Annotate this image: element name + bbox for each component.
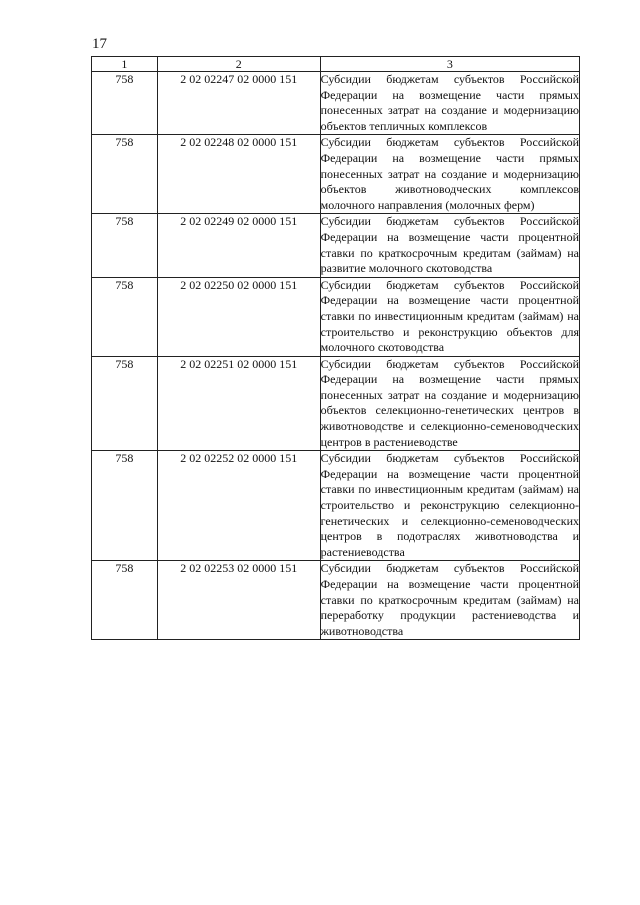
- description-cell: Субсидии бюджетам субъектов Российской Федерации на возмещение части процентной ставки по инвестиционным кредитам (займам) на строительство и реконструкцию объектов для молочного скотоводства: [320, 277, 579, 356]
- admin-code-cell: 758: [92, 72, 158, 135]
- admin-code-cell: 758: [92, 135, 158, 214]
- budget-code-cell: 2 02 02253 02 0000 151: [157, 561, 320, 640]
- admin-code-cell: 758: [92, 561, 158, 640]
- table-row: [92, 277, 580, 356]
- budget-codes-table: [91, 56, 580, 640]
- admin-code-cell: 758: [92, 451, 158, 561]
- table-row: [92, 214, 580, 277]
- column-header-3: 3: [320, 57, 579, 72]
- budget-code-cell: 2 02 02251 02 0000 151: [157, 356, 320, 451]
- budget-code-cell: 2 02 02252 02 0000 151: [157, 451, 320, 561]
- description-cell: Субсидии бюджетам субъектов Российской Федерации на возмещение части прямых понесенных затрат на создание и модернизацию объектов тепличных комплексов: [320, 72, 579, 135]
- table-row: [92, 135, 580, 214]
- description-cell: Субсидии бюджетам субъектов Российской Федерации на возмещение части прямых понесенных затрат на создание и модернизацию объектов селекционно-генетических центров в животноводстве и селекционно-семеноводческих центров в растениеводстве: [320, 356, 579, 451]
- budget-code-cell: 2 02 02248 02 0000 151: [157, 135, 320, 214]
- description-cell: Субсидии бюджетам субъектов Российской Федерации на возмещение части процентной ставки по инвестиционным кредитам (займам) на строительство и реконструкцию селекционно-генетических и селекционно-семеноводческих центров в подотраслях животноводства и растениеводства: [320, 451, 579, 561]
- description-cell: Субсидии бюджетам субъектов Российской Федерации на возмещение части процентной ставки по краткосрочным кредитам (займам) на переработку продукции растениеводства и животноводства: [320, 561, 579, 640]
- table-row: [92, 72, 580, 135]
- admin-code-cell: 758: [92, 356, 158, 451]
- budget-code-cell: 2 02 02249 02 0000 151: [157, 214, 320, 277]
- budget-code-cell: 2 02 02247 02 0000 151: [157, 72, 320, 135]
- admin-code-cell: 758: [92, 277, 158, 356]
- column-header-2: 2: [157, 57, 320, 72]
- description-cell: Субсидии бюджетам субъектов Российской Федерации на возмещение части прямых понесенных затрат на создание и модернизацию объектов животноводческих комплексов молочного направления (молочных ферм): [320, 135, 579, 214]
- table-row: [92, 561, 580, 640]
- page-number: 17: [92, 36, 107, 52]
- description-cell: Субсидии бюджетам субъектов Российской Федерации на возмещение части процентной ставки по краткосрочным кредитам (займам) на развитие молочного скотоводства: [320, 214, 579, 277]
- table-row: [92, 356, 580, 451]
- budget-code-cell: 2 02 02250 02 0000 151: [157, 277, 320, 356]
- column-header-1: 1: [92, 57, 158, 72]
- admin-code-cell: 758: [92, 214, 158, 277]
- table-header-row: [92, 57, 580, 72]
- table-row: [92, 451, 580, 561]
